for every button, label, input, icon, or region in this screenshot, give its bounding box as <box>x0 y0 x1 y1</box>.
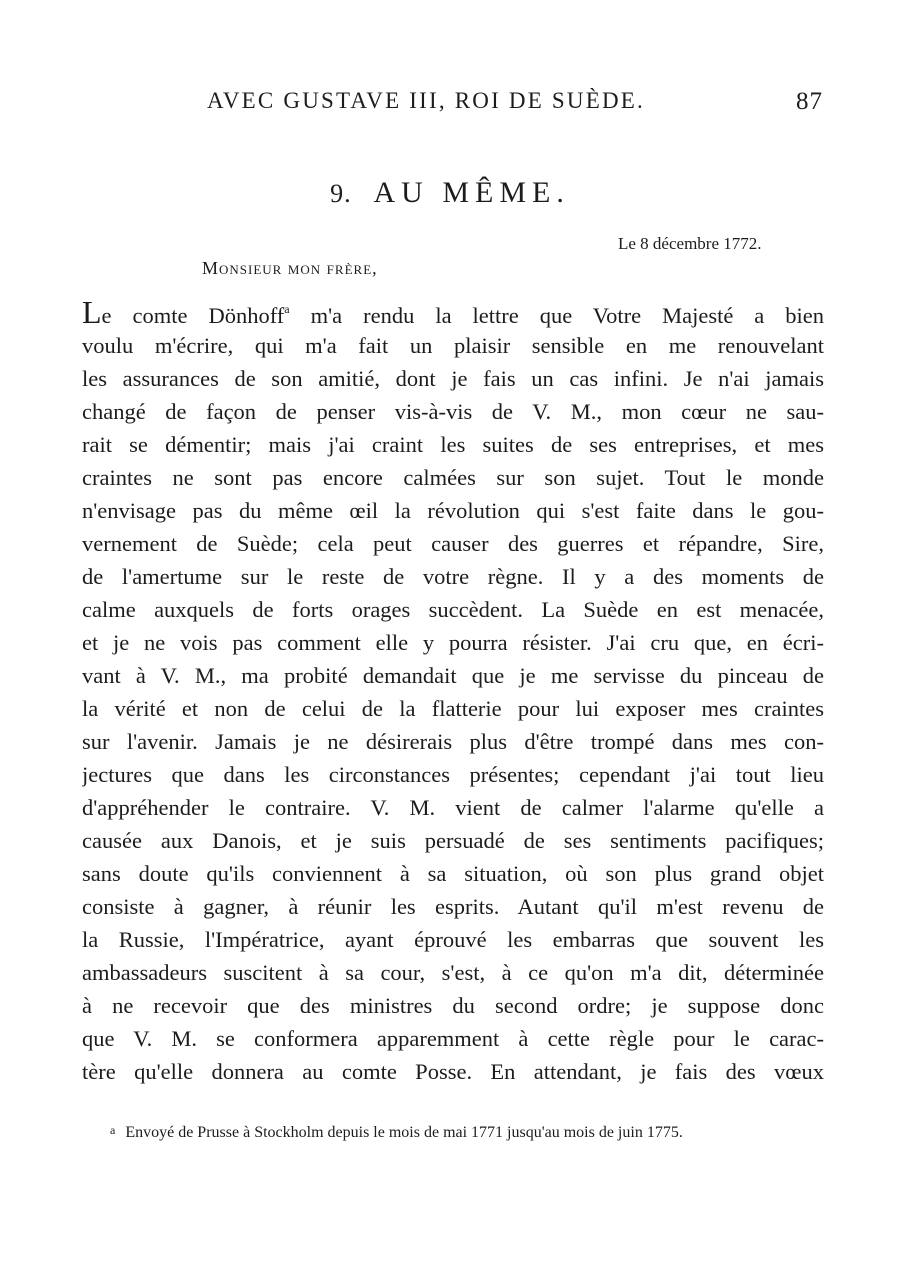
letter-number: 9. <box>330 179 352 208</box>
body-line: causée aux Danois, et je suis persuadé de ses sentiments pacifiques; <box>82 828 824 853</box>
body-line: sans doute qu'ils conviennent à sa situation, où son plus grand objet <box>82 861 824 886</box>
body-line: la vérité et non de celui de la flatterie pour lui exposer mes craintes <box>82 696 824 721</box>
running-title: AVEC GUSTAVE III, ROI DE SUÈDE. <box>207 88 645 113</box>
footnote <box>110 1124 683 1142</box>
body-line-first <box>82 296 824 329</box>
letter-body <box>82 296 824 1088</box>
body-line: sur l'avenir. Jamais je ne désirerais plus d'être trompé dans mes con- <box>82 729 824 754</box>
body-line: les assurances de son amitié, dont je fais un cas infini. Je n'ai jamais <box>82 366 824 391</box>
footnote-reference: a <box>284 302 290 316</box>
footnote-marker: a <box>110 1123 116 1137</box>
salutation: Monsieur mon frère, <box>202 258 378 278</box>
body-line: jectures que dans les circonstances présentes; cependant j'ai tout lieu <box>82 762 824 787</box>
body-line: n'envisage pas du même œil la révolution qui s'est faite dans le gou- <box>82 498 824 523</box>
body-line: la Russie, l'Impératrice, ayant éprouvé les embarras que souvent les <box>82 927 824 952</box>
body-line: et je ne vois pas comment elle y pourra résister. J'ai cru que, en écri- <box>82 630 824 655</box>
letter-date: Le 8 décembre 1772. <box>618 234 762 253</box>
footnote-text: Envoyé de Prusse à Stockholm depuis le mois de mai 1771 jusqu'au mois de juin 1775. <box>125 1124 683 1141</box>
body-line: que V. M. se conformera apparemment à cette règle pour le carac- <box>82 1026 824 1051</box>
body-line: à ne recevoir que des ministres du second ordre; je suppose donc <box>82 993 824 1018</box>
body-line: consiste à gagner, à réunir les esprits. Autant qu'il m'est revenu de <box>82 894 824 919</box>
body-line: ambassadeurs suscitent à sa cour, s'est, à ce qu'on m'a dit, déterminée <box>82 960 824 985</box>
drop-cap: L <box>82 296 102 329</box>
body-line: changé de façon de penser vis-à-vis de V. M., mon cœur ne sau- <box>82 399 824 424</box>
first-line-part-b: m'a rendu la lettre que Votre Majesté a bien <box>289 303 824 328</box>
letter-title: AU MÊME. <box>373 176 570 209</box>
first-line-part-a: e comte Dönhoff <box>101 303 285 328</box>
running-header <box>0 88 900 120</box>
body-line: vernement de Suède; cela peut causer des guerres et répandre, Sire, <box>82 531 824 556</box>
body-line: rait se démentir; mais j'ai craint les suites de ses entreprises, et mes <box>82 432 824 457</box>
body-line: de l'amertume sur le reste de votre règne. Il y a des moments de <box>82 564 824 589</box>
body-line: craintes ne sont pas encore calmées sur son sujet. Tout le monde <box>82 465 824 490</box>
page-number: 87 <box>796 88 823 115</box>
letter-heading <box>0 176 900 210</box>
body-line: vant à V. M., ma probité demandait que je me servisse du pinceau de <box>82 663 824 688</box>
body-line: voulu m'écrire, qui m'a fait un plaisir sensible en me renouvelant <box>82 333 824 358</box>
body-line: tère qu'elle donnera au comte Posse. En attendant, je fais des vœux <box>82 1059 824 1084</box>
body-line: d'appréhender le contraire. V. M. vient de calmer l'alarme qu'elle a <box>82 795 824 820</box>
body-line: calme auxquels de forts orages succèdent. La Suède en est menacée, <box>82 597 824 622</box>
